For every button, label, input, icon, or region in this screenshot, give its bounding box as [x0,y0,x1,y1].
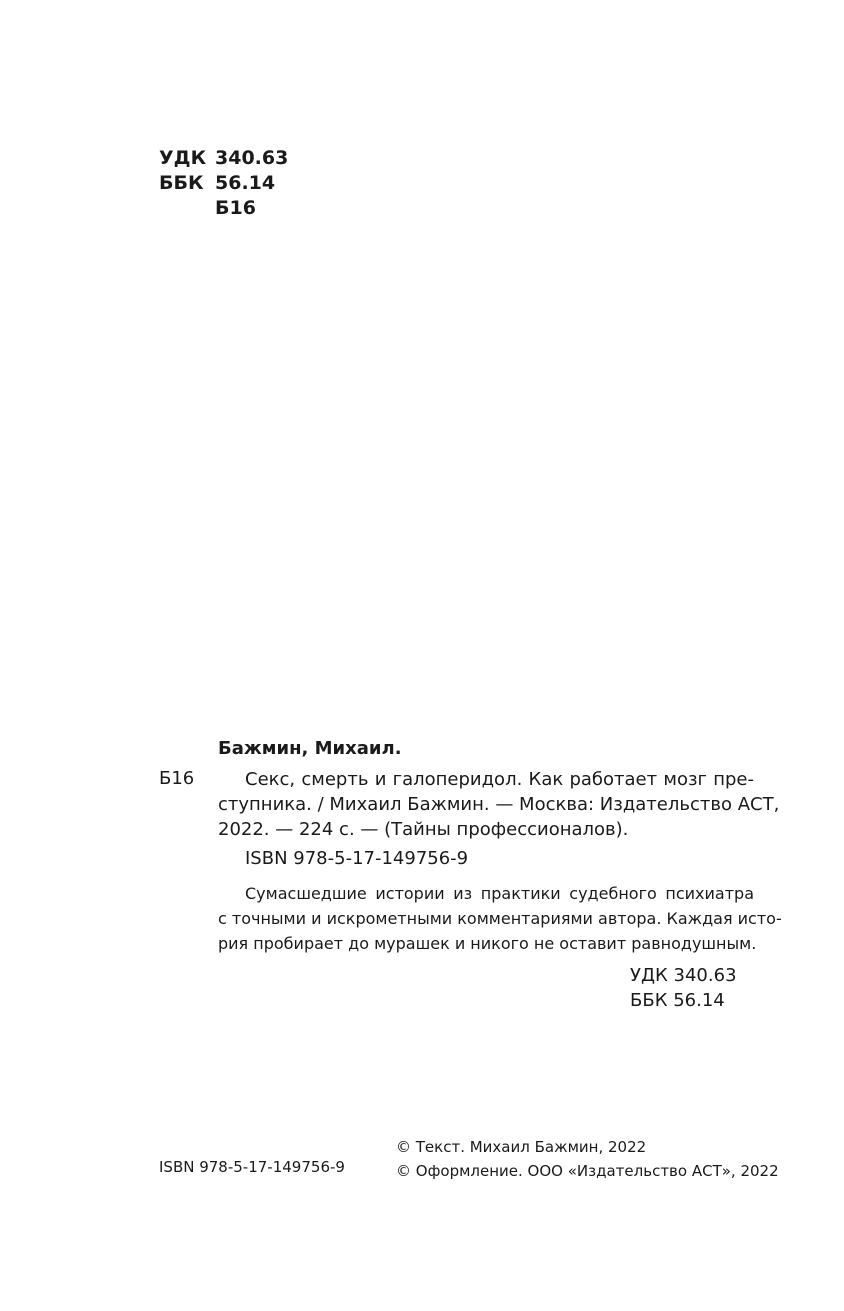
udk-row [159,146,288,171]
record-isbn: ISBN 978-5-17-149756-9 [245,848,469,869]
annotation-line: рия пробирает до мурашек и никого не оставит равнодушным. [218,934,757,953]
record-author-mark: Б16 [159,768,195,789]
record-line: Секс, смерть и галоперидол. Как работает мозг пре- [245,769,754,790]
bbk-label: ББК [159,172,204,194]
udk-label: УДК [159,147,207,169]
bbk-value: 56.14 [215,172,276,194]
copyright-design: © Оформление. ООО «Издательство АСТ», 2022 [396,1162,779,1180]
footer-isbn: ISBN 978-5-17-149756-9 [159,1158,345,1176]
copyright-text: © Текст. Михаил Бажмин, 2022 [396,1138,647,1156]
record-line: 2022. — 224 с. — (Тайны профессионалов). [218,819,629,840]
bbk-code: ББК 56.14 [630,990,725,1011]
record-description [218,767,780,842]
annotation-line: с точными и искрометными комментариями автора. Каждая исто- [218,909,782,928]
record-author: Бажмин, Михаил. [218,738,402,759]
author-mark-row [159,196,288,221]
copyright-notices [396,1135,779,1183]
classification-codes [630,963,754,1013]
classification-header [159,146,288,221]
bbk-row [159,171,288,196]
annotation-line: Сумасшедшие истории из практики судебного психиатра [245,884,754,903]
udk-value: 340.63 [215,147,289,169]
author-mark: Б16 [215,197,256,219]
record-line: ступника. / Михаил Бажмин. — Москва: Издательство АСТ, [218,794,780,815]
annotation [218,881,782,956]
udk-code: УДК 340.63 [630,965,737,986]
